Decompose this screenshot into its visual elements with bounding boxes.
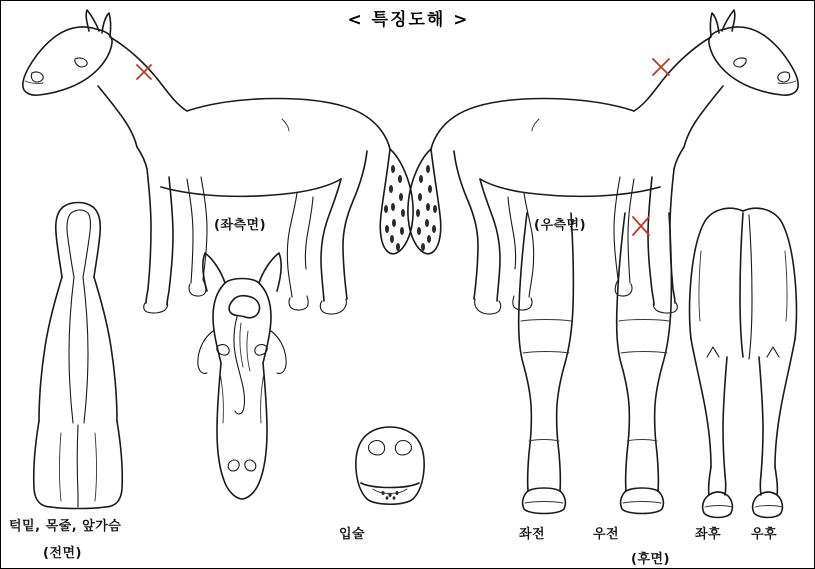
horse-characteristics-diagram	[1, 1, 815, 569]
label-left-hind: 좌후	[695, 527, 722, 542]
label-right-side-view: (우측면)	[534, 218, 587, 233]
label-front-body-sub: (전면)	[43, 546, 82, 561]
muzzle-texture	[381, 491, 398, 500]
tail-texture	[384, 165, 405, 251]
horse-rear-view	[690, 208, 797, 517]
red-x-on-cheek	[137, 65, 151, 79]
label-lips: 입술	[339, 527, 366, 542]
label-left-front-leg: 좌전	[519, 527, 546, 542]
label-rear-view: (후면)	[631, 552, 670, 567]
red-x-on-foreleg	[633, 217, 649, 235]
red-x-on-neck	[653, 59, 669, 75]
page-title: < 특징도해 >	[347, 10, 470, 30]
label-left-side-view: (좌측면)	[214, 218, 267, 233]
label-right-front-leg: 우전	[593, 527, 620, 542]
tail-texture-right	[416, 165, 437, 251]
horse-front-view-body	[34, 203, 123, 509]
label-right-hind: 우후	[751, 527, 778, 542]
horse-muzzle-lips	[356, 427, 424, 504]
label-front-body: 턱밑, 목줄, 앞가슴	[9, 519, 122, 534]
horse-head-front-view	[198, 253, 286, 499]
